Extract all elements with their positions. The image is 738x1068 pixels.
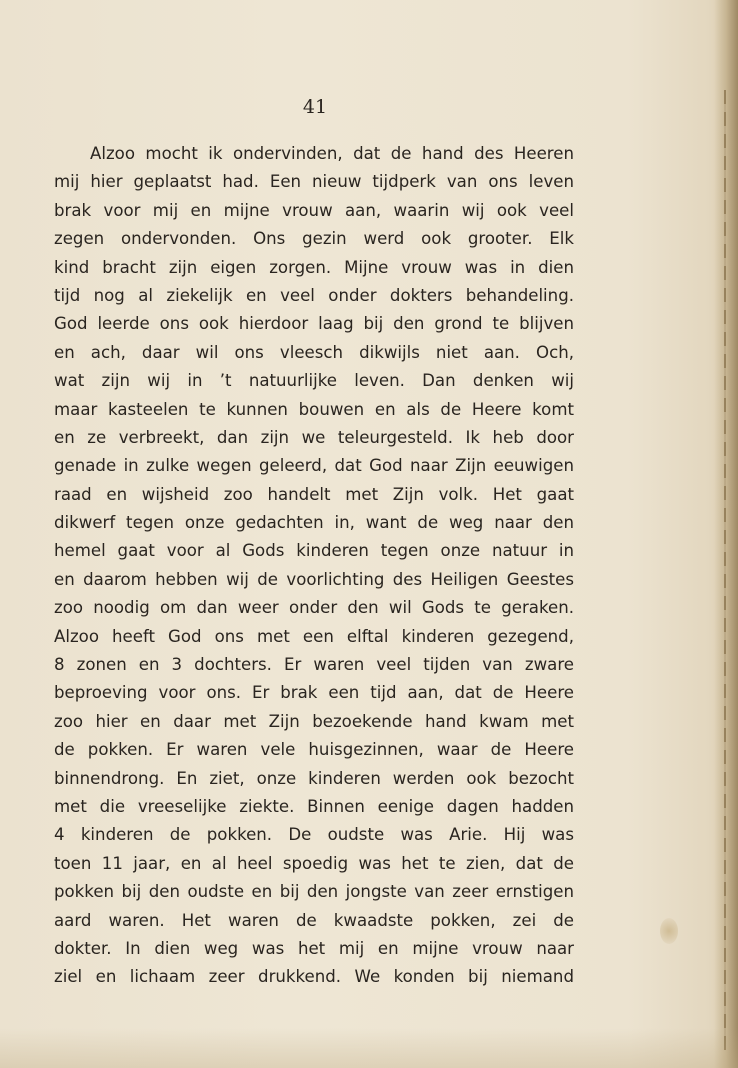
text-line: binnendrong. En ziet, onze kinderen werden ook bezocht [54, 768, 574, 788]
body-text [54, 140, 574, 992]
text-line: kind bracht zijn eigen zorgen. Mijne vrouw was in dien [54, 257, 574, 277]
text-line: en ze verbreekt, dan zijn we teleurgesteld. Ik heb door [54, 427, 574, 447]
text-line: maar kasteelen te kunnen bouwen en als de Heere komt [54, 399, 574, 419]
text-line: raad en wijsheid zoo handelt met Zijn volk. Het gaat [54, 484, 574, 504]
text-line: wat zijn wij in ’t natuurlijke leven. Dan denken wij [54, 371, 574, 391]
paper-stain [660, 918, 678, 944]
text-line: God leerde ons ook hierdoor laag bij den grond te blijven [54, 314, 574, 334]
text-line: zoo noodig om dan weer onder den wil Gods te geraken. [54, 598, 574, 618]
text-line: beproeving voor ons. Er brak een tijd aan, dat de Heere [54, 683, 574, 703]
bottom-shade [0, 1028, 738, 1068]
text-line: zegen ondervonden. Ons gezin werd ook grooter. Elk [54, 229, 574, 249]
text-line: pokken bij den oudste en bij den jongste van zeer ernstigen [54, 882, 574, 902]
binding-edge [724, 90, 726, 1050]
text-line: 4 kinderen de pokken. De oudste was Arie. Hij was [54, 825, 574, 845]
text-line: 8 zonen en 3 dochters. Er waren veel tijden van zware [54, 655, 574, 675]
text-line: genade in zulke wegen geleerd, dat God naar Zijn eeuwigen [54, 456, 574, 476]
text-line: mij hier geplaatst had. Een nieuw tijdperk van ons leven [54, 172, 574, 192]
page-edge-shadow [714, 0, 738, 1068]
text-line: toen 11 jaar, en al heel spoedig was het te zien, dat de [54, 853, 574, 873]
page-number: 41 [302, 96, 328, 118]
text-line: hemel gaat voor al Gods kinderen tegen onze natuur in [54, 541, 574, 561]
text-line: en daarom hebben wij de voorlichting des Heiligen Geestes [54, 569, 574, 589]
text-line: met die vreeselijke ziekte. Binnen eenige dagen hadden [54, 796, 574, 816]
text-line: en ach, daar wil ons vleesch dikwijls niet aan. Och, [54, 342, 574, 362]
text-line: dikwerf tegen onze gedachten in, want de weg naar den [54, 513, 574, 533]
text-line: dokter. In dien weg was het mij en mijne vrouw naar [54, 938, 574, 958]
text-line: aard waren. Het waren de kwaadste pokken, zei de [54, 910, 574, 930]
text-line: tijd nog al ziekelijk en veel onder dokters behandeling. [54, 285, 574, 305]
text-line: Alzoo heeft God ons met een elftal kinderen gezegend, [54, 626, 574, 646]
text-line: de pokken. Er waren vele huisgezinnen, waar de Heere [54, 740, 574, 760]
text-line: ziel en lichaam zeer drukkend. We konden bij niemand [54, 967, 574, 987]
text-line: brak voor mij en mijne vrouw aan, waarin wij ook veel [54, 200, 574, 220]
text-line: Alzoo mocht ik ondervinden, dat de hand des Heeren [90, 144, 574, 163]
text-line: zoo hier en daar met Zijn bezoekende hand kwam met [54, 711, 574, 731]
